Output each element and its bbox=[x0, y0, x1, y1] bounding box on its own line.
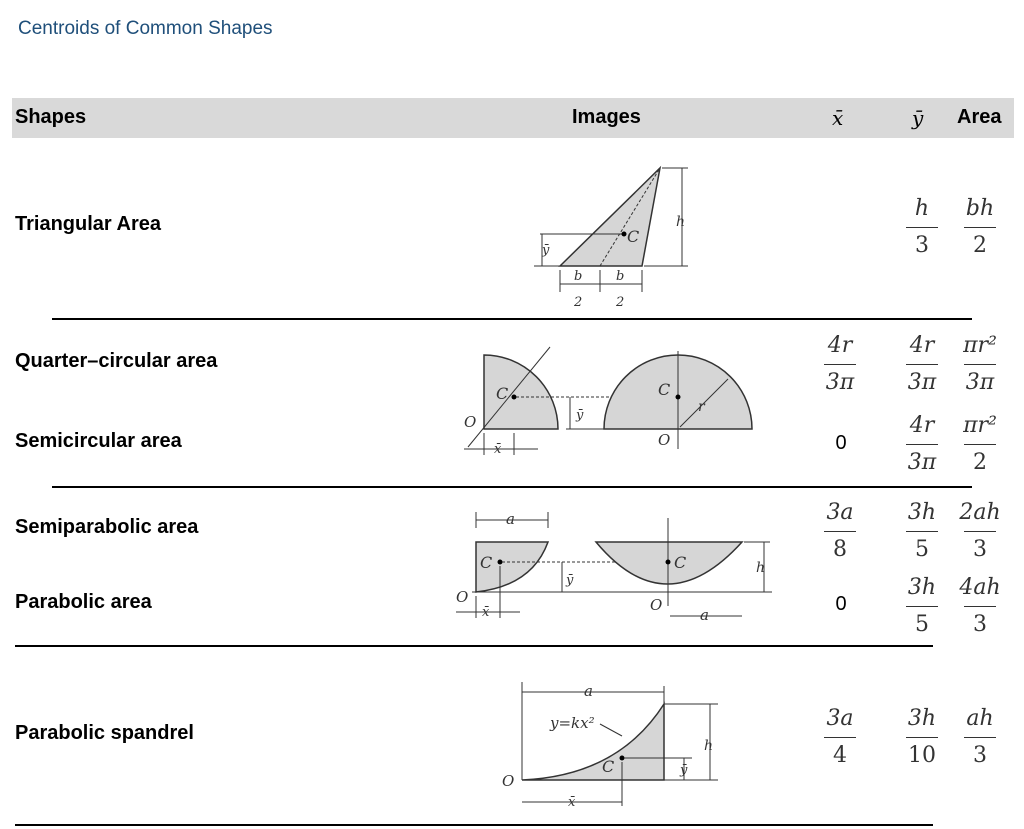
half-width-label: a bbox=[700, 606, 709, 624]
quarter-area: πr² 3π bbox=[963, 333, 997, 395]
width-label: a bbox=[584, 682, 593, 700]
centroid-label: C bbox=[674, 553, 687, 572]
header-ybar: ȳ bbox=[912, 106, 924, 130]
height-label: h bbox=[756, 560, 766, 576]
centroid-label: C bbox=[496, 384, 509, 403]
half-base-denominator: 2 bbox=[574, 295, 583, 310]
semiparabolic-xbar: 3a 8 bbox=[810, 500, 870, 563]
semiparabolic-ybar: 3h 5 bbox=[907, 500, 937, 562]
semicircular-area: πr² 2 bbox=[963, 413, 997, 475]
height-label: h bbox=[676, 214, 686, 230]
xbar-label: x̄ bbox=[482, 605, 490, 620]
triangular-area: bh 2 bbox=[965, 196, 995, 258]
header-shapes: Shapes bbox=[15, 106, 87, 128]
divider bbox=[52, 486, 972, 488]
row-label-quarter: Quarter–circular area bbox=[15, 350, 218, 372]
triangle-figure bbox=[520, 160, 700, 320]
centroid-label: C bbox=[658, 380, 671, 399]
semicircular-xbar: 0 bbox=[835, 432, 847, 454]
centroid-label: C bbox=[480, 553, 493, 572]
quarter-ybar: 4r 3π bbox=[907, 333, 937, 395]
half-base-label: b bbox=[616, 269, 625, 284]
xbar-label: x̄ bbox=[494, 442, 502, 457]
ybar-label: ȳ bbox=[566, 573, 574, 588]
ybar-label: ȳ bbox=[680, 763, 688, 778]
spandrel-area: ah 3 bbox=[950, 706, 1010, 769]
circle-figures bbox=[458, 343, 768, 463]
parabolic-area: 4ah 3 bbox=[959, 575, 1001, 637]
origin-label: O bbox=[456, 588, 469, 606]
table-header bbox=[12, 98, 1014, 138]
spandrel-figure bbox=[498, 680, 728, 816]
centroid-label: C bbox=[602, 757, 615, 776]
xbar-label: x̄ bbox=[568, 795, 576, 810]
header-xbar: x̄ bbox=[832, 106, 844, 130]
origin-label: O bbox=[650, 596, 663, 614]
origin-label: O bbox=[658, 431, 671, 449]
ybar-label: ȳ bbox=[576, 408, 584, 423]
header-images: Images bbox=[572, 106, 641, 128]
half-base-denominator: 2 bbox=[616, 295, 625, 310]
triangular-ybar: h 3 bbox=[892, 196, 952, 259]
ybar-label: ȳ bbox=[542, 243, 550, 258]
parabolic-ybar: 3h 5 bbox=[907, 575, 937, 637]
quarter-xbar: 4r 3π bbox=[825, 333, 855, 395]
spandrel-ybar: 3h 10 bbox=[907, 706, 937, 768]
spandrel-xbar: 3a 4 bbox=[810, 706, 870, 769]
page-title: Centroids of Common Shapes bbox=[18, 18, 273, 39]
origin-label: O bbox=[464, 413, 477, 431]
divider bbox=[52, 318, 972, 320]
row-label-triangular: Triangular Area bbox=[15, 213, 161, 235]
height-label: h bbox=[704, 738, 714, 754]
divider bbox=[15, 645, 933, 647]
header-area: Area bbox=[957, 106, 1002, 128]
origin-label: O bbox=[502, 772, 515, 790]
centroid-label: C bbox=[627, 227, 640, 246]
row-label-semiparabolic: Semiparabolic area bbox=[15, 516, 199, 538]
row-label-semicircular: Semicircular area bbox=[15, 430, 182, 452]
row-label-spandrel: Parabolic spandrel bbox=[15, 722, 194, 744]
semicircular-ybar: 4r 3π bbox=[907, 413, 937, 475]
divider bbox=[15, 824, 933, 826]
curve-equation: y=kx² bbox=[550, 714, 595, 732]
half-base-label: b bbox=[574, 269, 583, 284]
parabolic-xbar: 0 bbox=[835, 593, 847, 615]
row-label-parabolic: Parabolic area bbox=[15, 591, 152, 613]
width-label: a bbox=[506, 510, 515, 528]
parabola-figures bbox=[452, 506, 782, 630]
semiparabolic-area: 2ah 3 bbox=[959, 500, 1001, 562]
radius-label: r bbox=[698, 399, 705, 415]
